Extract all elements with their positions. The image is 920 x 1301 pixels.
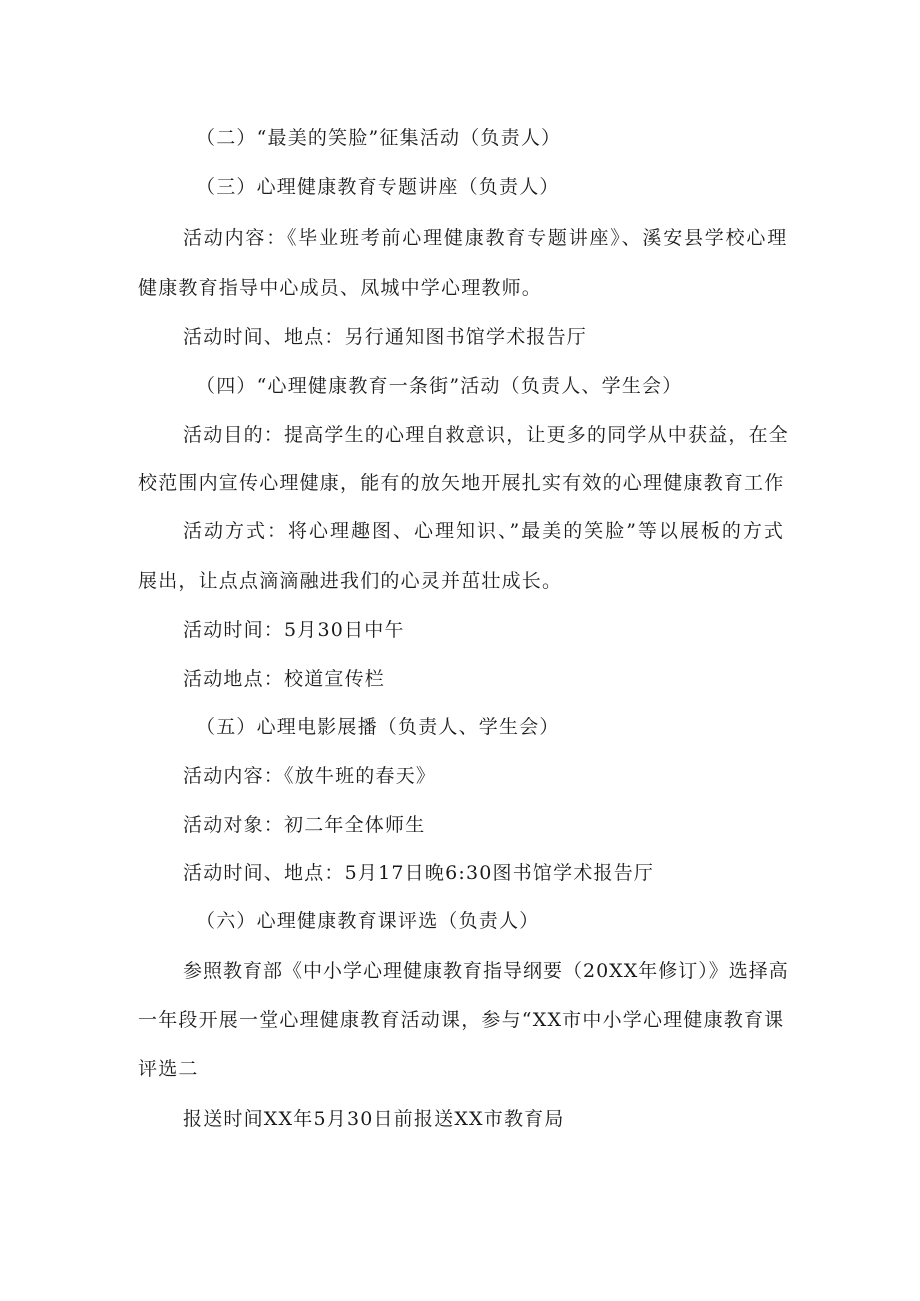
paragraph-line: 参照教育部《中小学心理健康教育指导纲要（20XX年修订）》选择高 [183, 960, 789, 982]
paragraph-line: 展出，让点点滴滴融进我们的心灵并茁壮成长。 [138, 570, 563, 592]
paragraph-line: 活动时间：5月30日中午 [183, 619, 405, 641]
paragraph-line: 活动对象：初二年全体师生 [183, 814, 426, 836]
section-heading-4: （四）“心理健康教育一条街”活动（负责人、学生会） [196, 375, 683, 397]
paragraph-line: 活动方式：将心理趣图、心理知识、”最美的笑脸”等以展板的方式 [183, 520, 785, 542]
paragraph-line: 活动内容：《放牛班的春天》 [183, 765, 437, 787]
section-heading-2: （二）“最美的笑脸”征集活动（负责人） [196, 127, 562, 149]
paragraph-line: 评选二 [138, 1058, 199, 1080]
section-heading-5: （五）心理电影展播（负责人、学生会） [196, 716, 560, 738]
paragraph-line: 校范围内宣传心理健康，能有的放矢地开展扎实有效的心理健康教育工作 [138, 472, 785, 494]
paragraph-line: 报送时间XX年5月30日前报送XX市教育局 [183, 1108, 565, 1130]
paragraph-line: 活动时间、地点：5月17日晚6:30图书馆学术报告厅 [183, 862, 655, 884]
section-heading-3: （三）心理健康教育专题讲座（负责人） [196, 176, 560, 198]
paragraph-line: 活动内容：《毕业班考前心理健康教育专题讲座》、溪安县学校心理 [183, 227, 789, 249]
paragraph-line: 活动地点：校道宣传栏 [183, 668, 386, 690]
paragraph-line: 一年段开展一堂心理健康教育活动课，参与“XX市中小学心理健康教育课 [138, 1009, 785, 1031]
paragraph-line: 健康教育指导中心成员、凤城中学心理教师。 [138, 277, 543, 299]
paragraph-line: 活动时间、地点：另行通知图书馆学术报告厅 [183, 326, 588, 348]
paragraph-line: 活动目的：提高学生的心理自救意识，让更多的同学从中获益，在全 [183, 424, 790, 446]
section-heading-6: （六）心理健康教育课评选（负责人） [196, 910, 540, 932]
